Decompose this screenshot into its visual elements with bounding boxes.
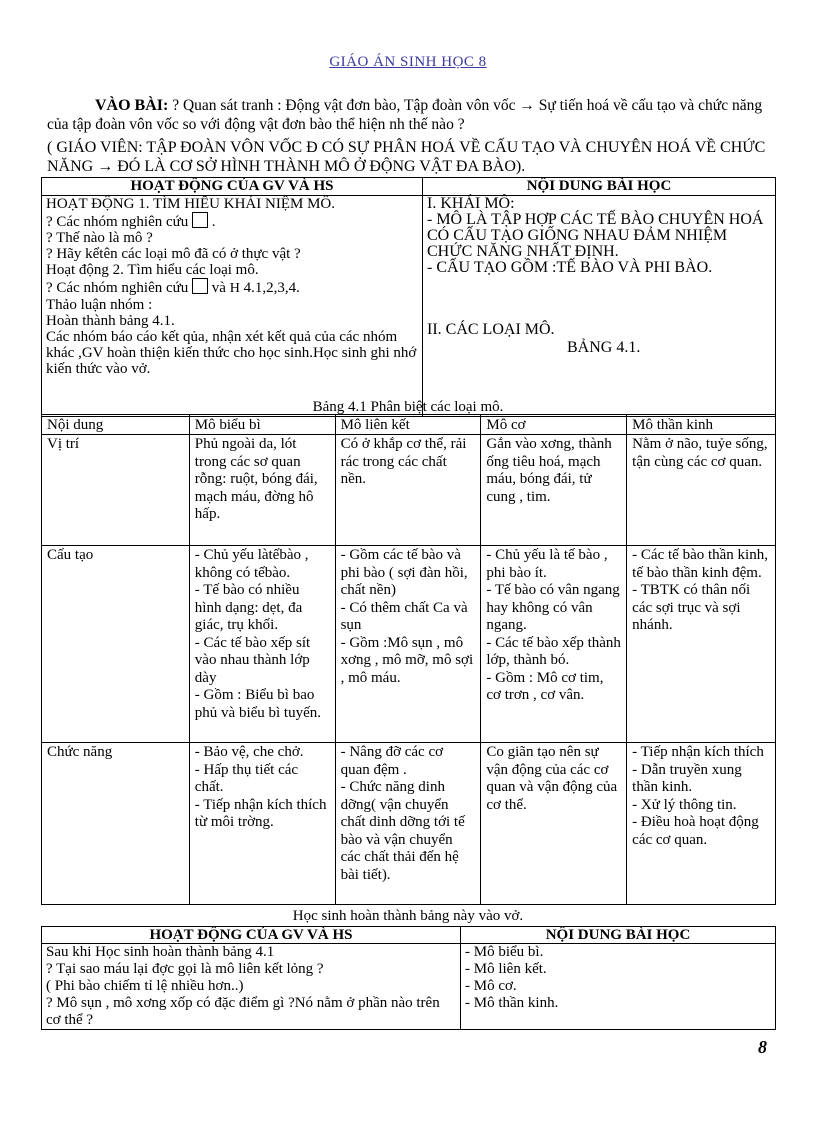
content-line: II. CÁC LOẠI MÔ. (427, 321, 555, 338)
header-cell: Mô biểu bì (189, 415, 335, 435)
page-number: 8 (758, 1037, 767, 1057)
table-cell: - Nâng đỡ các cơ quan đệm . - Chức năng dinh dỡng( vận chuyển chất dinh dỡng tới tế bào và vận chuyển các chất thải đến hệ bài tiết). (335, 743, 481, 905)
activity-line: ? Các nhóm nghiên cứu và H 4.1,2,3,4. (46, 280, 300, 296)
tissue-comparison-table (41, 414, 776, 905)
activity-line: ? Thế nào là mô ? (46, 230, 153, 246)
page-header: GIÁO ÁN SINH HỌC 8 (329, 54, 487, 70)
table-cell: Chức năng (42, 743, 190, 905)
activity-line: ? Tại sao máu lại đợc gọi là mô liên kết lỏng ? (46, 961, 324, 977)
content-cell (461, 944, 776, 1030)
col-header-content: NỘI DUNG BÀI HỌC (423, 178, 776, 196)
table-cell: - Các tế bào thần kinh, tế bào thần kinh đệm. - TBTK có thân nối các sợi trục và sợi nhánh. (627, 546, 776, 743)
content-line: - Mô biểu bì. (465, 944, 544, 960)
activity-cell (42, 196, 423, 417)
col-header-activity: HOẠT ĐỘNG CỦA GV VÀ HS (42, 178, 423, 196)
activity-line: HOẠT ĐỘNG 1. TÌM HIỂU KHÁI NIỆM MÔ. (46, 196, 336, 212)
table-cell: Phủ ngoài da, lót trong các sơ quan rỗng: ruột, bóng đái, mạch máu, đờng hô hấp. (189, 435, 335, 546)
content-line: - Mô liên kết. (465, 961, 547, 977)
content-cell (423, 196, 776, 417)
table-cell: Có ở khắp cơ thể, rải rác trong các chất nền. (335, 435, 481, 546)
table-cell: Co giãn tạo nên sự vận động của các cơ quan và vận động của cơ thể. (481, 743, 627, 905)
table-row (42, 546, 776, 743)
content-line: - Mô cơ. (465, 978, 517, 994)
header-cell: Mô liên kết (335, 415, 481, 435)
table-cell: - Chủ yếu làtếbào , không có tếbào. - Tế bào có nhiều hình dạng: dẹt, đa giác, trụ khối. - Các tế bào xếp sít vào nhau thành lớp dày - Gồm : Biểu bì bao phủ và biểu bì tuyến. (189, 546, 335, 743)
table-caption: Bảng 4.1 Phân biệt các loại mô. (312, 399, 504, 415)
header-cell: Mô thần kinh (627, 415, 776, 435)
activity-table-2 (41, 926, 776, 1030)
table-caption: Học sinh hoàn thành bảng này vào vở. (292, 908, 524, 924)
table-cell: - Bảo vệ, che chở. - Hấp thụ tiết các chất. - Tiếp nhận kích thích từ môi trờng. (189, 743, 335, 905)
activity-line: ? Hãy kểtên các loại mô đã có ở thực vật ? (46, 246, 301, 262)
table-cell: - Tiếp nhận kích thích - Dẫn truyền xung thần kinh. - Xử lý thông tin. - Điều hoà hoạt động các cơ quan. (627, 743, 776, 905)
header-cell: Nội dung (42, 415, 190, 435)
activity-line: Sau khi Học sinh hoàn thành bảng 4.1 (46, 944, 275, 960)
activity-line: Hoạt động 2. Tìm hiểu các loại mô. (46, 262, 259, 278)
activity-table-1 (41, 177, 776, 417)
intro-paragraph (47, 96, 777, 134)
activity-line: ( Phi bào chiếm tỉ lệ nhiều hơn..) (46, 978, 244, 994)
teacher-note: ( GIÁO VIÊN: TẬP ĐOÀN VÔN VỐC Đ CÓ SỰ PHÂN HOÁ VỀ CẤU TẠO VÀ CHUYÊN HOÁ VỀ CHỨC NĂNG → ĐÓ LÀ CƠ SỞ HÌNH THÀNH MÔ Ở ĐỘNG VẬT ĐA BÀO). (47, 139, 766, 175)
table-header-row (42, 415, 776, 435)
content-line: I. KHÁI MÔ: (427, 195, 515, 212)
activity-line: Các nhóm báo cáo kết qủa, nhận xét kết quả của các nhóm khác ,GV hoàn thiện kiến thức cho học sinh.Học sinh ghi nhớ kiến thức vào vở. (46, 329, 417, 377)
table-cell: Cấu tạo (42, 546, 190, 743)
table-cell: Gắn vào xơng, thành ống tiêu hoá, mạch máu, bóng đái, tử cung , tim. (481, 435, 627, 546)
table-cell: Vị trí (42, 435, 190, 546)
content-line: - Mô thần kinh. (465, 995, 559, 1011)
checkbox-icon (192, 278, 208, 294)
table-cell: - Gồm các tế bào và phi bào ( sợi đàn hồi, chất nền) - Có thêm chất Ca và sụn - Gồm :Mô sụn , mô xơng , mô mỡ, mô sợi , mô máu. (335, 546, 481, 743)
table-row (42, 435, 776, 546)
content-line: - MÔ LÀ TẬP HỢP CÁC TẾ BÀO CHUYÊN HOÁ CÓ CẤU TẠO GIỐNG NHAU ĐẢM NHIỆM CHỨC NĂNG NHẤT ĐỊNH. (427, 211, 764, 260)
activity-line: ? Các nhóm nghiên cứu . (46, 214, 216, 230)
table-row (42, 743, 776, 905)
activity-line: ? Mô sụn , mô xơng xốp có đặc điểm gì ?Nó nằm ở phần nào trên cơ thể ? (46, 995, 440, 1028)
content-line: - CẤU TẠO GỒM :TẾ BÀO VÀ PHI BÀO. (427, 259, 713, 276)
activity-line: Hoàn thành bảng 4.1. (46, 313, 175, 329)
col-header-activity: HOẠT ĐỘNG CỦA GV VÀ HS (42, 927, 461, 944)
intro-question: ? Quan sát tranh : Động vật đơn bào, Tập đoàn vôn vốc → Sự tiến hoá về cấu tạo và chức năng của tập đoàn vôn vốc so với động vật đơn bào thể hiện nh thế nào ? (47, 97, 763, 133)
col-header-content: NỘI DUNG BÀI HỌC (461, 927, 776, 944)
content-line: BẢNG 4.1. (567, 339, 641, 356)
checkbox-icon (192, 212, 208, 228)
intro-lead: VÀO BÀI: (95, 97, 169, 114)
activity-cell (42, 944, 461, 1030)
header-cell: Mô cơ (481, 415, 627, 435)
table-cell: Nằm ở não, tuỷe sống, tận cùng các cơ quan. (627, 435, 776, 546)
activity-line: Thảo luận nhóm : (46, 297, 153, 313)
table-cell: - Chủ yếu là tế bào , phi bào ít. - Tế bào có vân ngang hay không có vân ngang. - Các tế bào xếp thành lớp, thành bó. - Gồm : Mô cơ tim, cơ trơn , cơ vân. (481, 546, 627, 743)
